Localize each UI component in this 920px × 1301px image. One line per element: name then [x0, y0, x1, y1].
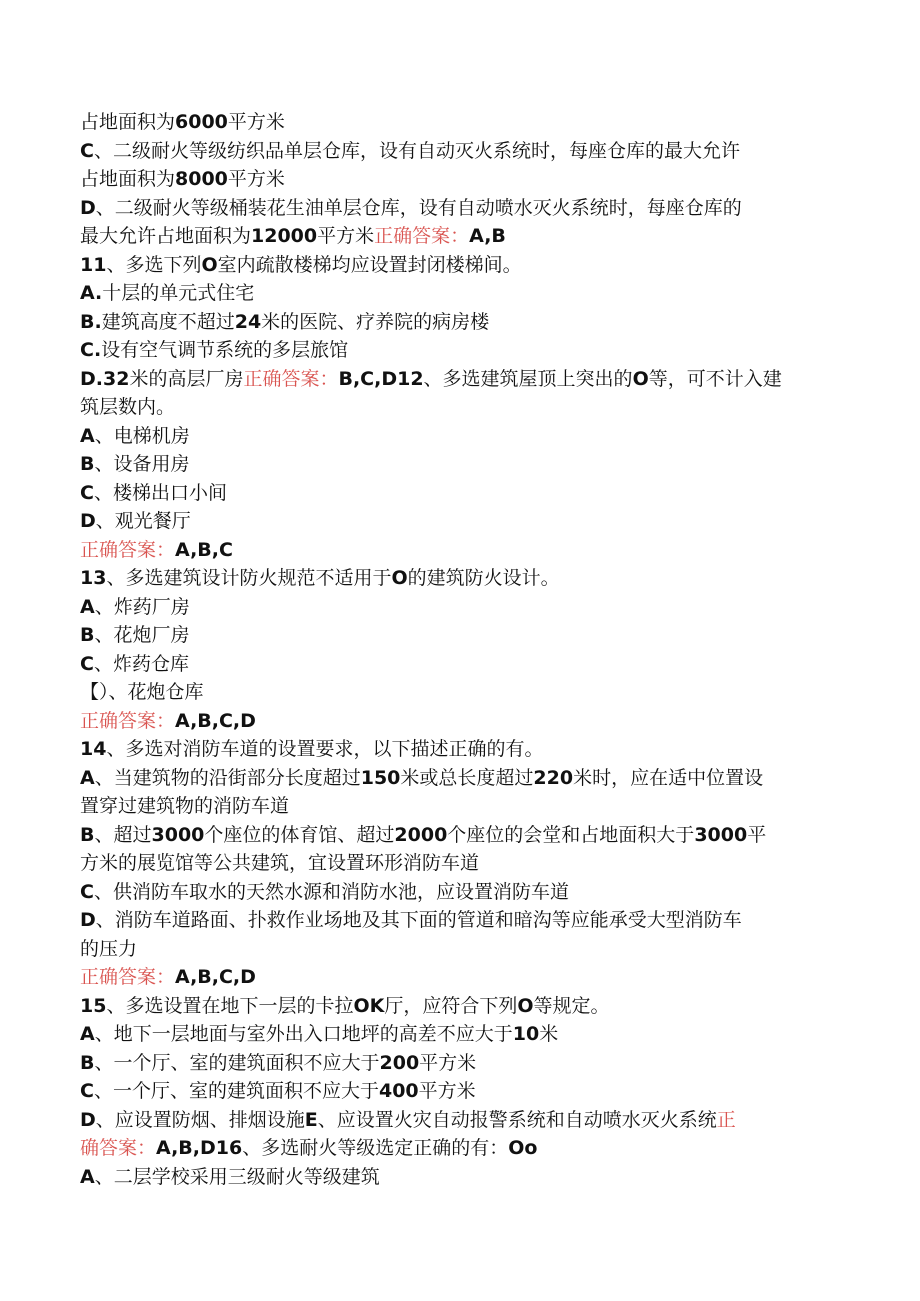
- text-run: 的建筑防火设计。: [407, 567, 560, 589]
- text-line: [80, 165, 840, 194]
- text-line: [80, 678, 840, 707]
- text-run: 厅，应符合下列: [384, 994, 518, 1017]
- text-line: [80, 393, 840, 422]
- text-run: A: [80, 766, 95, 789]
- text-run: 10: [512, 1023, 540, 1045]
- text-line: [80, 251, 840, 280]
- text-line: [80, 422, 840, 451]
- text-line: [80, 735, 840, 764]
- text-run: 、电梯机房: [94, 424, 190, 447]
- text-line: [80, 1106, 840, 1135]
- text-run: 占地面积为: [80, 111, 176, 133]
- text-run: 方米的展览馆等公共建筑，宜设置环形消防车道: [80, 852, 480, 874]
- text-run: A: [80, 595, 95, 618]
- text-run: 米: [539, 1023, 559, 1045]
- text-run: B.: [80, 310, 102, 333]
- text-run: 等规定。: [533, 994, 610, 1017]
- text-run: O: [201, 253, 218, 276]
- text-run: 11: [80, 253, 107, 276]
- text-run: 、超过: [94, 823, 152, 846]
- text-line: [80, 593, 840, 622]
- text-run: 、应设置防烟、排烟设施: [95, 1108, 305, 1131]
- text-run: B: [80, 823, 95, 846]
- text-line: [80, 849, 840, 878]
- text-run: O: [632, 367, 649, 390]
- text-line: [80, 450, 840, 479]
- text-run: B: [80, 1051, 95, 1074]
- text-run: 、多选对消防车道的设置要求，以下描述正确的有。: [106, 738, 544, 760]
- text-run: 米或总长度超过: [400, 766, 534, 789]
- text-run: 米的医院、疗养院的病房楼: [261, 310, 490, 333]
- text-run: 、炸药仓库: [93, 652, 189, 675]
- text-line: [80, 963, 840, 992]
- text-line: [80, 308, 840, 337]
- text-run: 8000: [175, 168, 228, 190]
- text-line: [80, 1049, 840, 1078]
- text-line: [80, 906, 840, 935]
- text-run: O: [391, 567, 408, 589]
- answer-label: 正确答案：: [80, 966, 176, 988]
- answer-label: 正确答案：: [374, 225, 470, 247]
- document-page: [80, 108, 840, 1191]
- text-line: [80, 621, 840, 650]
- text-run: A.: [80, 282, 103, 304]
- answer-label: 正确答案：: [80, 709, 176, 732]
- text-run: C: [80, 652, 94, 675]
- text-run: C: [80, 481, 94, 504]
- text-run: 平方米: [227, 168, 285, 190]
- answer-label: 正确答案：: [243, 367, 339, 390]
- text-run: A,B,C,D: [175, 709, 256, 732]
- text-run: 、一个厅、室的建筑面积不应大于: [94, 1051, 380, 1074]
- text-run: 平方米: [317, 225, 375, 247]
- text-run: 、多选下列: [106, 253, 202, 276]
- text-line: [80, 507, 840, 536]
- text-run: 、楼梯出口小间: [93, 481, 227, 504]
- text-line: [80, 707, 840, 736]
- text-run: 220: [533, 766, 574, 789]
- text-line: [80, 1020, 840, 1049]
- text-run: C: [80, 880, 94, 903]
- text-line: [80, 194, 840, 223]
- text-run: 最大允许占地面积为: [80, 225, 252, 247]
- text-run: A,B: [469, 225, 506, 247]
- text-run: 、炸药厂房: [94, 595, 190, 618]
- answer-label: 确答案：: [80, 1137, 157, 1159]
- text-line: [80, 992, 840, 1021]
- text-line: [80, 650, 840, 679]
- text-line: [80, 108, 840, 137]
- text-run: 平方米: [418, 1080, 476, 1102]
- text-run: 12000: [251, 225, 318, 247]
- text-run: B,C,D12: [338, 367, 424, 390]
- text-run: A: [80, 424, 95, 447]
- text-run: 、应设置火灾自动报警系统和自动喷水灭火系统: [317, 1108, 717, 1131]
- text-run: 14: [80, 738, 107, 760]
- text-run: A,B,C: [175, 538, 233, 561]
- text-run: C.: [80, 339, 102, 361]
- text-run: 、二级耐火等级桶装花生油单层仓库，设有自动喷水灭火系统时，每座仓库的: [95, 196, 742, 219]
- text-run: 150: [360, 766, 401, 789]
- text-run: A: [80, 1023, 95, 1045]
- text-run: 24: [234, 310, 262, 333]
- text-line: [80, 764, 840, 793]
- text-line: [80, 365, 840, 394]
- text-run: 3000: [694, 823, 748, 846]
- text-run: 平: [747, 823, 767, 846]
- text-run: 平方米: [419, 1051, 477, 1074]
- text-run: 个座位的会堂和占地面积大于: [447, 823, 695, 846]
- text-run: 、二级耐火等级纺织品单层仓库，设有自动灭火系统时，每座仓库的最大允许: [93, 139, 740, 162]
- text-run: 、当建筑物的沿街部分长度超过: [94, 766, 361, 789]
- text-run: 400: [378, 1080, 419, 1102]
- text-run: 个座位的体育馆、超过: [204, 823, 395, 846]
- text-run: C: [80, 1080, 94, 1102]
- text-line: [80, 1077, 840, 1106]
- text-run: OK: [353, 994, 385, 1017]
- text-run: 、多选建筑设计防火规范不适用于: [106, 567, 392, 589]
- text-run: 、多选耐火等级选定正确的有：: [242, 1137, 509, 1159]
- text-line: [80, 564, 840, 593]
- text-run: 3000: [151, 823, 205, 846]
- text-run: 13: [80, 567, 107, 589]
- text-line: [80, 222, 840, 251]
- text-run: 、观光餐厅: [95, 510, 191, 532]
- text-line: [80, 821, 840, 850]
- text-run: 建筑高度不超过: [101, 310, 235, 333]
- text-run: D: [80, 196, 96, 219]
- text-run: 、设备用房: [94, 453, 190, 475]
- text-run: 【）、花炮仓库: [80, 681, 204, 703]
- text-run: A,B,D16: [156, 1137, 243, 1159]
- text-line: [80, 279, 840, 308]
- text-run: 室内疏散楼梯均应设置封闭楼梯间。: [217, 253, 522, 276]
- text-run: E: [304, 1108, 318, 1131]
- text-run: 、二层学校采用三级耐火等级建筑: [94, 1165, 380, 1188]
- text-run: D.32: [80, 367, 130, 390]
- text-run: 米的高层厂房: [129, 367, 244, 390]
- text-run: 、一个厅、室的建筑面积不应大于: [93, 1080, 379, 1102]
- text-run: 、供消防车取水的天然水源和消防水池，应设置消防车道: [93, 880, 569, 903]
- text-run: 平方米: [227, 111, 285, 133]
- text-run: A: [80, 1165, 95, 1188]
- text-run: 置穿过建筑物的消防车道: [80, 795, 290, 817]
- text-run: 、多选设置在地下一层的卡拉: [106, 994, 354, 1017]
- text-run: O: [517, 994, 534, 1017]
- answer-label: 正: [716, 1108, 736, 1131]
- text-run: 十层的单元式住宅: [102, 282, 255, 304]
- text-run: Oo: [508, 1137, 538, 1159]
- text-run: B: [80, 453, 95, 475]
- text-line: [80, 792, 840, 821]
- answer-label: 正确答案：: [80, 538, 176, 561]
- text-line: [80, 1163, 840, 1192]
- text-run: D: [80, 909, 96, 931]
- text-run: 占地面积为: [80, 168, 176, 190]
- text-run: 筑层数内。: [80, 396, 176, 418]
- text-run: 15: [80, 994, 107, 1017]
- text-run: 等，可不计入建: [648, 367, 782, 390]
- text-run: 的压力: [80, 937, 138, 960]
- text-run: 设有空气调节系统的多层旅馆: [101, 339, 349, 361]
- text-line: [80, 1134, 840, 1163]
- text-line: [80, 137, 840, 166]
- text-run: 米时，应在适中位置设: [573, 766, 764, 789]
- text-run: 200: [379, 1051, 420, 1074]
- text-run: 、花炮厂房: [94, 624, 190, 646]
- text-run: 、消防车道路面、扑救作业场地及其下面的管道和暗沟等应能承受大型消防车: [95, 909, 742, 931]
- text-run: 、多选建筑屋顶上突出的: [423, 367, 633, 390]
- text-run: 、地下一层地面与室外出入口地坪的高差不应大于: [94, 1023, 513, 1045]
- text-run: 2000: [394, 823, 448, 846]
- text-run: A,B,C,D: [175, 966, 256, 988]
- text-run: C: [80, 139, 94, 162]
- text-line: [80, 336, 840, 365]
- text-line: [80, 878, 840, 907]
- text-run: D: [80, 1108, 96, 1131]
- text-line: [80, 479, 840, 508]
- text-run: 6000: [175, 111, 228, 133]
- text-run: B: [80, 624, 95, 646]
- text-run: D: [80, 510, 96, 532]
- text-line: [80, 935, 840, 964]
- text-line: [80, 536, 840, 565]
